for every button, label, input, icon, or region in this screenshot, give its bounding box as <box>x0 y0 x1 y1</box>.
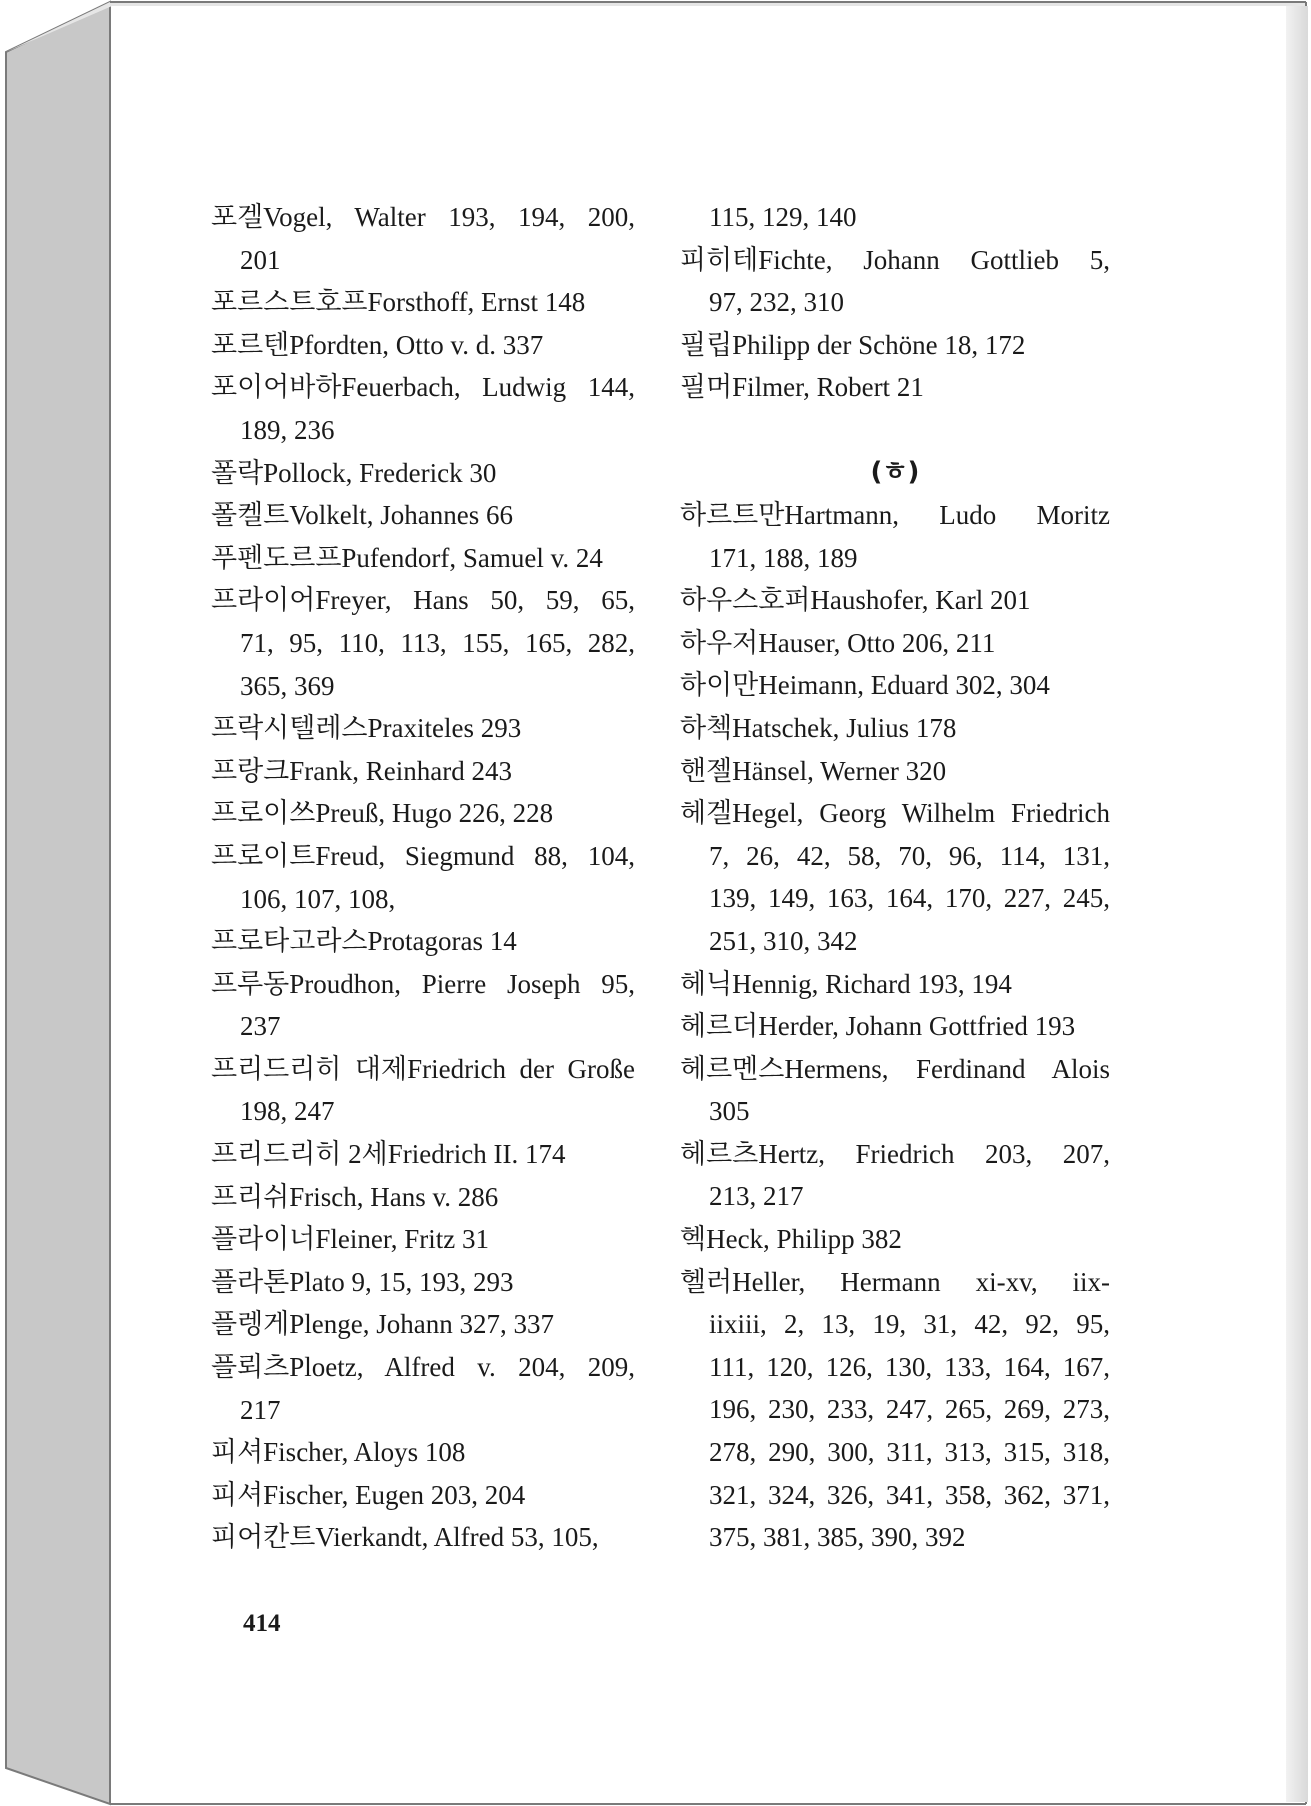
index-entry-heading-line: 폴락Pollock, Frederick 30 <box>211 457 497 488</box>
index-entry <box>211 1474 635 1517</box>
index-column-right-top <box>680 196 1110 409</box>
index-entry <box>680 707 1110 750</box>
index-entry <box>211 1218 635 1261</box>
index-entry <box>680 239 1110 324</box>
index-entry-heading-line: 프로이트Freud, Siegmund 88, 104, <box>211 840 635 871</box>
index-entry-heading-line: 프라이어Freyer, Hans 50, 59, 65, <box>211 585 635 616</box>
index-entry-heading-line: 헤르츠Hertz, Friedrich 203, 207, <box>680 1138 1110 1169</box>
index-entry <box>211 281 635 324</box>
index-entry-heading-line: 헤르멘스Hermens, Ferdinand Alois <box>680 1053 1110 1084</box>
index-entry-continuation-line: 196, 230, 233, 247, 265, 269, 273, <box>709 1394 1110 1425</box>
index-entry-heading-line: 헤르더Herder, Johann Gottfried 193 <box>680 1011 1076 1042</box>
index-entry-heading-line: 플뢰츠Ploetz, Alfred v. 204, 209, <box>211 1352 635 1383</box>
index-entry <box>680 963 1110 1006</box>
book-top-edge <box>6 2 1306 52</box>
index-entry-heading-line: 푸펜도르프Pufendorf, Samuel v. 24 <box>211 542 603 573</box>
index-entry <box>680 579 1110 622</box>
index-entry-heading-line: 프루동Proudhon, Pierre Joseph 95, <box>211 968 635 999</box>
index-entry <box>211 1048 635 1133</box>
index-entry-continuation-line: 365, 369 <box>240 670 335 701</box>
index-entry <box>211 324 635 367</box>
index-entry <box>680 792 1110 962</box>
index-entry-continuation-line: iixiii, 2, 13, 19, 31, 42, 92, 95, <box>709 1309 1110 1340</box>
index-entry-continuation-line: 115, 129, 140 <box>709 202 857 232</box>
index-entry <box>680 750 1110 793</box>
index-entry <box>211 537 635 580</box>
index-entry-continuation-line: 305 <box>709 1096 750 1127</box>
index-entry <box>211 366 635 451</box>
index-entry-heading-line: 하르트만Hartmann, Ludo Moritz <box>680 499 1110 530</box>
book-spine <box>6 2 110 1804</box>
index-entry-heading-line: 하우스호퍼Haushofer, Karl 201 <box>680 585 1031 616</box>
index-entry-heading-line: 필립Philipp der Schöne 18, 172 <box>680 329 1026 360</box>
index-entry-heading-line: 필머Filmer, Robert 21 <box>680 372 924 403</box>
index-entry <box>211 579 635 707</box>
index-entry-continuation-line: 139, 149, 163, 164, 170, 227, 245, <box>709 883 1110 914</box>
index-entry-continuation-line: 237 <box>240 1011 281 1042</box>
index-entry-continuation-line: 321, 324, 326, 341, 358, 362, 371, <box>709 1479 1110 1510</box>
index-entry <box>211 835 635 920</box>
index-entry <box>211 707 635 750</box>
index-entry <box>680 664 1110 707</box>
index-entry-continuation-line: 278, 290, 300, 311, 313, 315, 318, <box>709 1437 1110 1468</box>
index-entry-continuation-line: 213, 217 <box>709 1181 804 1212</box>
index-entry <box>211 1516 635 1559</box>
index-entry-continuation-line: 201 <box>240 244 281 275</box>
index-column-left <box>211 196 635 1559</box>
index-entry <box>680 1048 1110 1133</box>
index-entry-heading-line: 헥Heck, Philipp 382 <box>680 1224 902 1255</box>
index-entry-heading-line: 하첵Hatschek, Julius 178 <box>680 712 957 743</box>
index-entry-continuation-line: 251, 310, 342 <box>709 925 858 956</box>
index-entry <box>211 920 635 963</box>
index-entry <box>211 792 635 835</box>
index-entry <box>211 750 635 793</box>
index-entry <box>680 1133 1110 1218</box>
index-entry-continuation-line: 106, 107, 108, <box>240 883 396 914</box>
index-entry-heading-line: 하이만Heimann, Eduard 302, 304 <box>680 670 1050 701</box>
index-entry-continuation-line: 111, 120, 126, 130, 133, 164, 167, <box>709 1351 1110 1382</box>
index-entry-heading-line: 프리드리히 2세Friedrich II. 174 <box>211 1139 566 1170</box>
index-entry <box>680 1261 1110 1559</box>
index-entry-heading-line: 플라톤Plato 9, 15, 193, 293 <box>211 1266 514 1297</box>
index-entry <box>211 1431 635 1474</box>
index-entry-heading-line: 프리쉬Frisch, Hans v. 286 <box>211 1181 499 1212</box>
index-entry-heading-line: 헬러Heller, Hermann xi-xv, iix- <box>680 1266 1110 1297</box>
index-entry <box>680 622 1110 665</box>
index-entry-heading-line: 프랑크Frank, Reinhard 243 <box>211 755 512 786</box>
index-entry <box>211 1133 635 1176</box>
index-entry-heading-line: 프로이쓰Preuß, Hugo 226, 228 <box>211 798 554 829</box>
index-entry-continuation-line: 171, 188, 189 <box>709 542 858 573</box>
index-entry-continuation-line: 217 <box>240 1394 281 1425</box>
index-entry <box>211 1176 635 1219</box>
index-entry-heading-line: 프리드리히 대제Friedrich der Große <box>211 1053 635 1084</box>
index-column-right-bottom <box>680 494 1110 1559</box>
section-heading-hieut: (ㅎ) <box>870 456 920 487</box>
index-entry <box>211 1346 635 1431</box>
index-entry <box>680 1218 1110 1261</box>
index-entry <box>680 324 1110 367</box>
index-entry-heading-line: 포이어바하Feuerbach, Ludwig 144, <box>211 372 635 403</box>
index-entry-continuation-line: 71, 95, 110, 113, 155, 165, 282, <box>240 627 635 658</box>
index-entry-heading-line: 피셔Fischer, Aloys 108 <box>211 1437 466 1468</box>
page-edge-shading <box>1286 6 1308 1802</box>
index-entry-continuation-line: 7, 26, 42, 58, 70, 96, 114, 131, <box>709 840 1110 871</box>
index-entry <box>680 494 1110 579</box>
index-entry-continuation-line: 198, 247 <box>240 1096 335 1127</box>
index-entry <box>211 494 635 537</box>
index-entry <box>680 1005 1110 1048</box>
index-entry-heading-line: 프로타고라스Protagoras 14 <box>211 926 517 957</box>
index-entry <box>211 452 635 495</box>
index-entry <box>211 196 635 281</box>
index-entry-heading-line: 포르텐Pfordten, Otto v. d. 337 <box>211 329 544 360</box>
index-entry-heading-line: 피셔Fischer, Eugen 203, 204 <box>211 1479 526 1510</box>
index-entry-heading-line: 핸젤Hänsel, Werner 320 <box>680 755 947 786</box>
index-entry-heading-line: 피히테Fichte, Johann Gottlieb 5, <box>680 244 1110 275</box>
index-entry-heading-line: 플라이너Fleiner, Fritz 31 <box>211 1224 489 1255</box>
index-entry <box>211 963 635 1048</box>
index-entry-continuation-line: 375, 381, 385, 390, 392 <box>709 1522 966 1553</box>
index-entry-heading-line: 포르스트호프Forsthoff, Ernst 148 <box>211 287 586 318</box>
index-entry <box>211 1303 635 1346</box>
index-entry-continuation-line: 97, 232, 310 <box>709 287 844 318</box>
index-entry-heading-line: 헤겔Hegel, Georg Wilhelm Friedrich <box>680 798 1110 829</box>
index-column-right <box>680 196 1110 1559</box>
index-entry-continuation-line: 189, 236 <box>240 414 335 445</box>
index-entry-heading-line: 포겔Vogel, Walter 193, 194, 200, <box>211 202 635 232</box>
index-entry <box>211 1261 635 1304</box>
index-entry-heading-line: 폴켈트Volkelt, Johannes 66 <box>211 500 513 531</box>
index-entry-heading-line: 하우저Hauser, Otto 206, 211 <box>680 627 996 658</box>
index-entry-heading-line: 프락시텔레스Praxiteles 293 <box>211 713 522 744</box>
index-entry-heading-line: 헤닉Hennig, Richard 193, 194 <box>680 968 1012 999</box>
page-number: 414 <box>243 1610 281 1637</box>
index-entry <box>680 196 1110 239</box>
index-entry <box>680 366 1110 409</box>
index-entry-heading-line: 플렝게Plenge, Johann 327, 337 <box>211 1309 554 1340</box>
index-entry-heading-line: 피어칸트Vierkandt, Alfred 53, 105, <box>211 1522 599 1553</box>
